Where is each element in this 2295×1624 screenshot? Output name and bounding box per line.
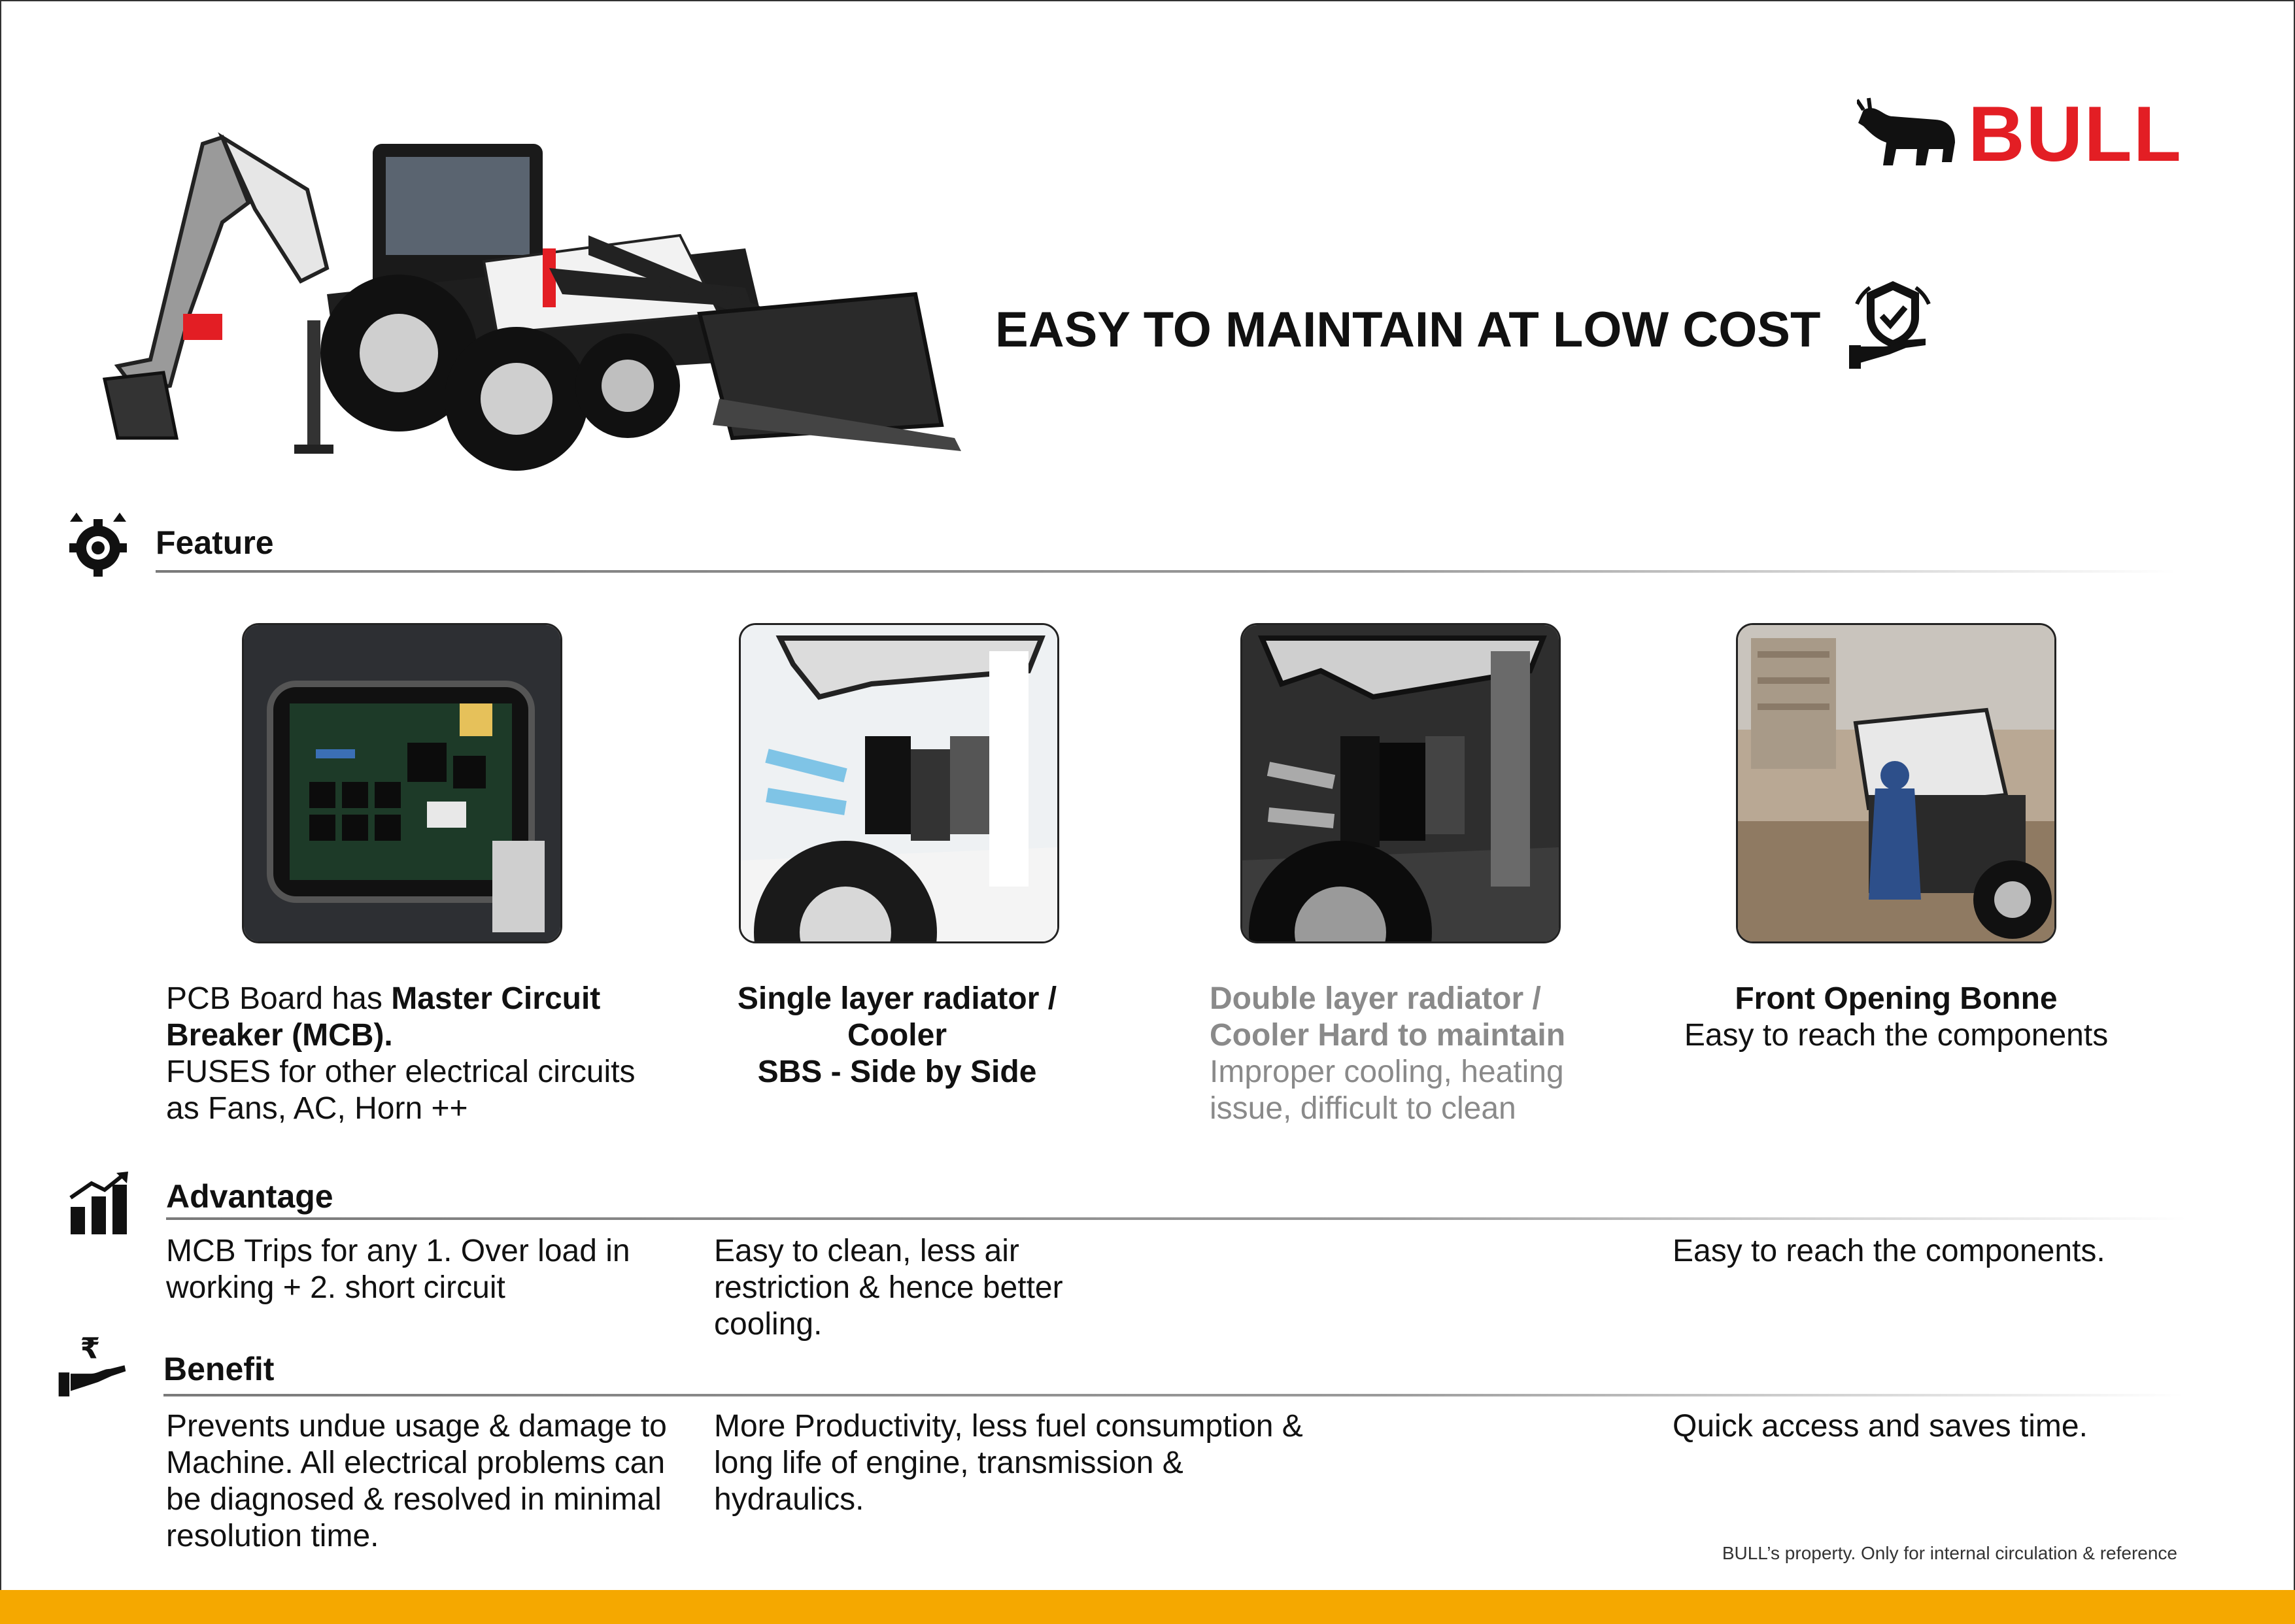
benefit-text-2: More Productivity, less fuel consumption & long life of engine, transmission & hydraulics. — [714, 1409, 1303, 1517]
feature-text-1 — [166, 981, 663, 1127]
front-opening-bonnet-image — [1736, 623, 2056, 943]
bull-logo — [1857, 92, 2197, 177]
feature-4-line1: Front Opening Bonne — [1735, 981, 2058, 1016]
gear-feature-icon — [62, 509, 134, 581]
feature-1-bold: Master Circuit Breaker (MCB). — [166, 981, 601, 1053]
benefit-text-4: Quick access and saves time. — [1673, 1409, 2088, 1444]
feature-divider — [156, 570, 2176, 573]
feature-3-detail: Improper cooling, heating issue, difficult to clean — [1210, 1055, 1564, 1126]
footer-note: BULL’s property. Only for internal circulation & reference — [1722, 1543, 2177, 1563]
backhoe-loader-image — [92, 98, 981, 503]
bottom-accent-bar — [0, 1590, 2295, 1624]
pcb-board-image — [242, 623, 562, 943]
benefit-divider — [163, 1394, 2184, 1396]
feature-1-pre: PCB Board has — [166, 981, 392, 1016]
single-layer-radiator-image — [739, 623, 1059, 943]
feature-text-3 — [1210, 981, 1615, 1127]
feature-3-line2: Cooler Hard to maintain — [1210, 1018, 1566, 1053]
feature-2-line1: Single layer radiator / — [737, 981, 1057, 1016]
feature-text-2 — [701, 981, 1093, 1091]
advantage-text-2: Easy to clean, less air restriction & hence better cooling. — [714, 1234, 1063, 1342]
feature-1-detail: FUSES for other electrical circuits as Fans, AC, Horn ++ — [166, 1055, 636, 1126]
growth-chart-icon — [65, 1168, 137, 1240]
shield-check-hand-icon — [1844, 275, 1942, 373]
feature-text-4 — [1648, 981, 2145, 1054]
double-layer-radiator-image — [1240, 623, 1561, 943]
advantage-divider — [166, 1217, 2186, 1220]
page-title: EASY TO MAINTAIN AT LOW COST — [995, 302, 1821, 358]
feature-label: Feature — [156, 524, 274, 561]
advantage-text-4: Easy to reach the components. — [1673, 1234, 2105, 1268]
feature-3-line1: Double layer radiator / — [1210, 981, 1541, 1016]
bull-logo-icon — [1857, 97, 1962, 175]
benefit-text-1: Prevents undue usage & damage to Machine. All electrical problems can be diagnosed & resolved in minimal resolution time. — [166, 1409, 667, 1553]
rupee-hand-icon — [56, 1331, 128, 1403]
benefit-label: Benefit — [163, 1351, 275, 1387]
svg-text:₹: ₹ — [80, 1332, 101, 1366]
advantage-text-1: MCB Trips for any 1. Over load in working + 2. short circuit — [166, 1234, 630, 1305]
advantage-label: Advantage — [166, 1178, 333, 1215]
feature-2-line3: SBS - Side by Side — [757, 1055, 1037, 1089]
feature-4-line2: Easy to reach the components — [1684, 1018, 2109, 1053]
brand-name: BULL — [1968, 90, 2183, 178]
feature-2-line2: Cooler — [847, 1018, 947, 1053]
